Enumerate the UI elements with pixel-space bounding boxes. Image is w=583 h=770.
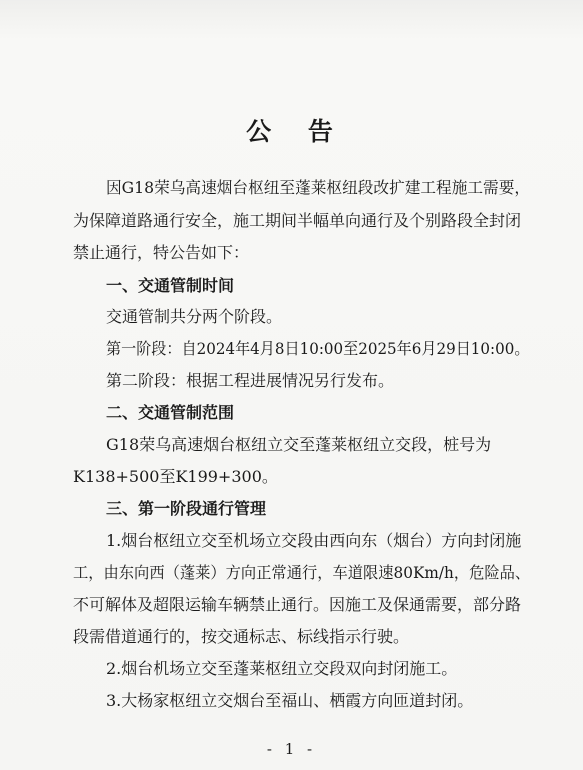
section-heading-3: 三、第一阶段通行管理: [106, 499, 267, 518]
para-3-line-1: 1.烟台枢纽立交至机场立交段由西向东（烟台）方向封闭施: [106, 531, 522, 550]
para-3-line-5: 2.烟台机场立交至蓬莱枢纽立交段双向封闭施工。: [106, 659, 458, 678]
para-3-line-2: 工，由东向西（蓬莱）方向正常通行，车道限速80Km/h，危险品、: [73, 563, 531, 582]
intro-line-3: 禁止通行，特公告如下：: [73, 243, 250, 262]
section-heading-2: 二、交通管制范围: [106, 403, 235, 422]
para-1-line-1: 交通管制共分两个阶段。: [106, 307, 283, 326]
para-3-line-3: 不可解体及超限运输车辆禁止通行。因施工及保通需要，部分路: [73, 595, 522, 614]
scan-shadow: [0, 0, 583, 40]
para-2-line-2: K138+500至K199+300。: [73, 467, 278, 486]
section-heading-1: 一、交通管制时间: [106, 276, 235, 295]
intro-line-1: 因G18荣乌高速烟台枢纽至蓬莱枢纽段改扩建工程施工需要，: [106, 178, 531, 197]
para-1-line-3: 第二阶段：根据工程进展情况另行发布。: [106, 371, 395, 390]
para-1-line-2: 第一阶段：自2024年4月8日10:00至2025年6月29日10:00。: [106, 339, 530, 358]
para-3-line-6: 3.大杨家枢纽立交烟台至福山、栖霞方向匝道封闭。: [106, 691, 474, 710]
para-2-line-1: G18荣乌高速烟台枢纽立交至蓬莱枢纽立交段，桩号为: [106, 435, 492, 454]
intro-line-2: 为保障道路通行安全，施工期间半幅单向通行及个别路段全封闭: [73, 211, 522, 230]
page-number: - 1 -: [266, 740, 317, 758]
para-3-line-4: 段需借道通行的，按交通标志、标线指示行驶。: [73, 627, 410, 646]
document-title: 公 告: [246, 117, 347, 146]
